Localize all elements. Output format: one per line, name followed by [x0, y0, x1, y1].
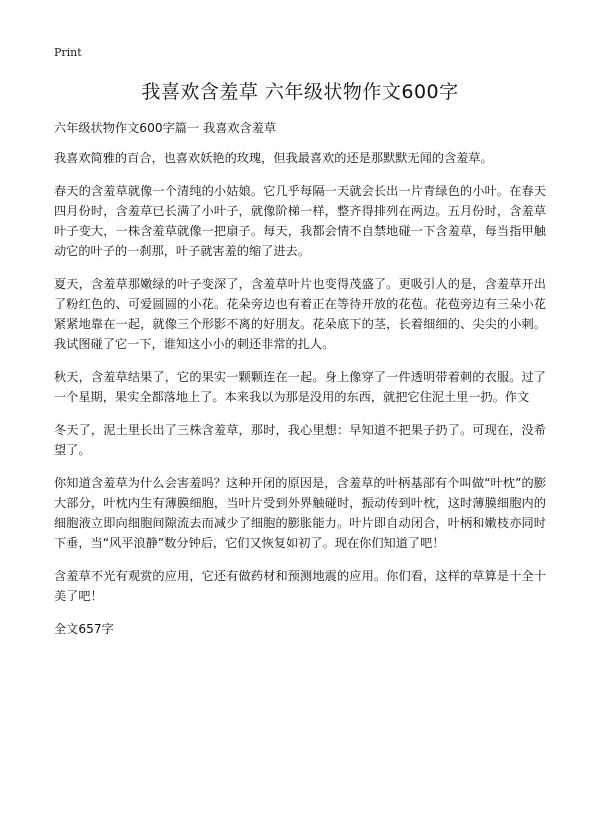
paragraph-conclusion: 含羞草不光有观赏的应用，它还有做药材和预测地震的应用。你们看，这样的草算是十全十美了吧！ — [54, 569, 546, 603]
print-link[interactable]: Print — [54, 46, 82, 59]
article-subtitle: 六年级状物作文600字篇一 我喜欢含羞草 — [54, 121, 277, 135]
word-count: 全文657字 — [54, 622, 114, 636]
paragraph-winter: 冬天了，泥土里长出了三株含羞草，那时，我心里想：早知道不把果子扔了。可现在，没希望了。 — [54, 423, 546, 457]
article-title: 我喜欢含羞草 六年级状物作文600字 — [141, 81, 459, 103]
paragraph-summer: 夏天，含羞草那嫩绿的叶子变深了，含羞草叶片也变得茂盛了。更吸引人的是，含羞草开出了粉红色的、可爱圆圆的小花。花朵旁边也有着正在等待开放的花苞。花苞旁边有三朵小花紧紧地靠在一起，就像三个形影不离的好朋友。花朵底下的茎，长着细细的、尖尖的小刺。我试图碰了它一下，谁知这小小的刺还非常的扎人。 — [54, 277, 546, 351]
paragraph-autumn: 秋天，含羞草结果了，它的果实一颗颗连在一起。身上像穿了一件透明带着刺的衣服。过了一个星期，果实全都落地上了。本来我以为那是没用的东西，就把它住泥土里一扔。作文 — [54, 370, 546, 404]
paragraph-explanation: 你知道含羞草为什么会害羞吗？这种开闭的原因是，含羞草的叶柄基部有个叫做“叶枕”的膨大部分，叶枕内生有薄膜细胞，当叶片受到外界触碰时，振动传到叶枕，这时薄膜细胞内的细胞液立即向细胞间隙流去而减少了细胞的膨胀能力。叶片即自动闭合，叶柄和嫩枝亦同时下垂，当“风平浪静”数分钟后，它们又恢复如初了。现在你们知道了吧！ — [54, 476, 546, 550]
paragraph-intro: 我喜欢简雅的百合，也喜欢妖艳的玫瑰，但我最喜欢的还是那默默无闻的含羞草。 — [54, 151, 493, 165]
paragraph-spring: 春天的含羞草就像一个清纯的小姑娘。它几乎每隔一天就会长出一片青绿色的小叶。在春天四月份时，含羞草已长满了小叶子，就像阶梯一样，整齐得排列在两边。五月份时，含羞草叶子变大，一株含羞草就像一把扇子。每天，我都会情不自禁地碰一下含羞草，每当指甲触动它的叶子的一刹那，叶子就害羞的缩了进去。 — [54, 184, 546, 258]
